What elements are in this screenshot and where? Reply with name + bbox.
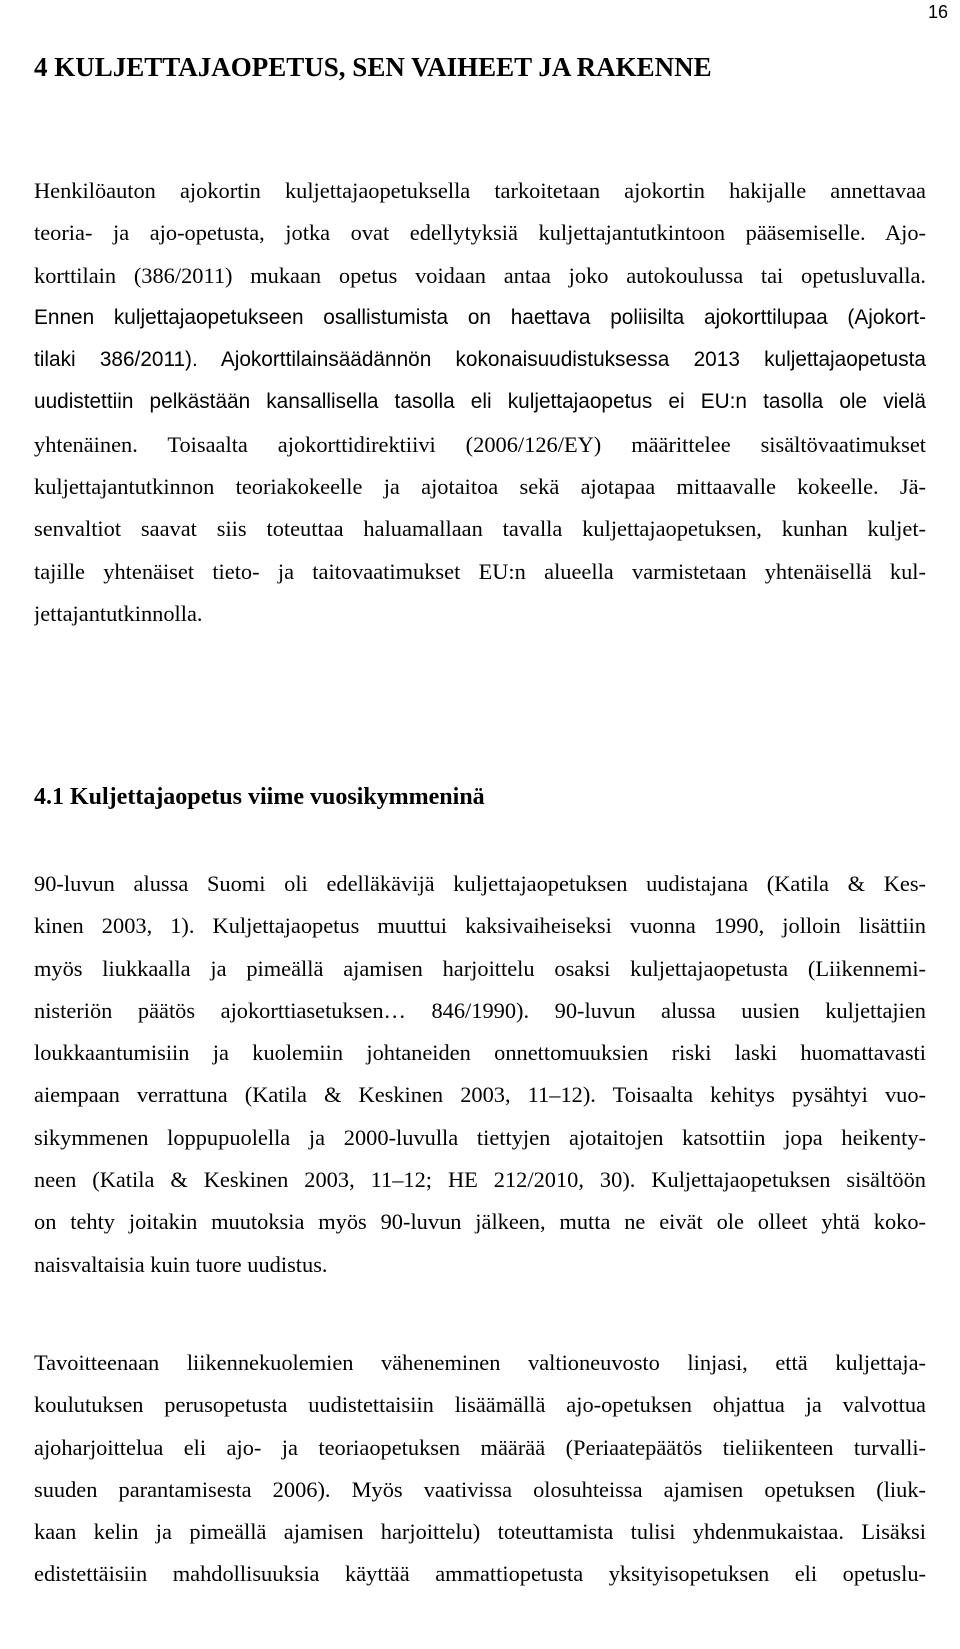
text-line: senvaltiot saavat siis toteuttaa haluamallaan tavalla kuljettajaopetuksen, kunhan kuljet- [34,516,926,542]
paragraph-intro [34,170,926,635]
text-line: kaan kelin ja pimeällä ajamisen harjoittelu) toteuttamista tulisi yhdenmukaistaa. Lisäksi [34,1519,926,1545]
text-line: tajille yhtenäiset tieto- ja taitovaatimukset EU:n alueella varmistetaan yhtenäisellä kul- [34,558,926,584]
text-line: teoria- ja ajo-opetusta, jotka ovat edellytyksiä kuljettajantutkintoon pääsemiselle. Ajo- [34,220,926,246]
text-line: edistettäisiin mahdollisuuksia käyttää ammattiopetusta yksityisopetuksen eli opetuslu- [34,1561,926,1587]
paragraph-goals [34,1342,926,1596]
text-line: aiempaan verrattuna (Katila & Keskinen 2003, 11–12). Toisaalta kehitys pysähtyi vuo- [34,1082,926,1108]
text-line: Henkilöauton ajokortin kuljettajaopetuksella tarkoitetaan ajokortin hakijalle annettavaa [34,178,926,203]
text-line: jettajantutkinnolla. [34,600,203,626]
text-line: suuden parantamisesta 2006). Myös vaativissa olosuhteissa ajamisen opetuksen (liuk- [34,1476,926,1502]
text-line: nisteriön päätös ajokorttiasetuksen… 846/1990). 90-luvun alussa uusien kuljettajien [34,997,926,1023]
text-line: Ennen kuljettajaopetukseen osallistumista on haettava poliisilta ajokorttilupaa (Ajokort- [34,305,926,329]
text-line: on tehty joitakin muutoksia myös 90-luvun jälkeen, mutta ne eivät ole olleet yhtä koko- [34,1209,926,1235]
section-heading: 4.1 Kuljettajaopetus viime vuosikymmeninä [34,784,485,810]
text-line: Tavoitteenaan liikennekuolemien väheneminen valtioneuvosto linjasi, että kuljettaja- [34,1350,926,1375]
text-line: uudistettiin pelkästään kansallisella tasolla eli kuljettajaopetus ei EU:n tasolla ole vielä [34,390,926,414]
text-line: 90-luvun alussa Suomi oli edelläkävijä kuljettajaopetuksen uudistajana (Katila & Kes- [34,871,926,896]
paragraph-history [34,863,926,1286]
text-line: myös liukkaalla ja pimeällä ajamisen harjoittelu osaksi kuljettajaopetusta (Liikennemi- [34,955,926,981]
text-line: tilaki 386/2011). Ajokorttilainsäädännön kokonaisuudistuksessa 2013 kuljettajaopetusta [34,348,926,372]
text-line: sikymmenen loppupuolella ja 2000-luvulla tiettyjen ajotaitojen katsottiin jopa heikenty- [34,1124,926,1150]
text-line: kinen 2003, 1). Kuljettajaopetus muuttui kaksivaiheiseksi vuonna 1990, jolloin lisättiin [34,913,926,939]
text-line: yhtenäinen. Toisaalta ajokorttidirektiivi (2006/126/EY) määrittelee sisältövaatimukset [34,431,926,457]
text-line: kuljettajantutkinnon teoriakokeelle ja ajotaitoa sekä ajotapaa mittaavalle kokeelle. Jä- [34,474,926,500]
page-number: 16 [927,2,948,22]
text-line: neen (Katila & Keskinen 2003, 11–12; HE 212/2010, 30). Kuljettajaopetuksen sisältöön [34,1167,926,1193]
text-line: ajoharjoittelua eli ajo- ja teoriaopetuksen määrää (Periaatepäätös tieliikenteen turvalli- [34,1434,926,1460]
chapter-heading: 4 KULJETTAJAOPETUS, SEN VAIHEET JA RAKENNE [34,52,712,82]
text-line: koulutuksen perusopetusta uudistettaisiin lisäämällä ajo-opetuksen ohjattua ja valvottua [34,1392,926,1418]
text-line: korttilain (386/2011) mukaan opetus voidaan antaa joko autokoulussa tai opetusluvalla. [34,262,926,288]
text-line: naisvaltaisia kuin tuore uudistus. [34,1251,328,1277]
text-line: loukkaantumisiin ja kuolemiin johtaneiden onnettomuuksien riski laski huomattavasti [34,1040,926,1066]
